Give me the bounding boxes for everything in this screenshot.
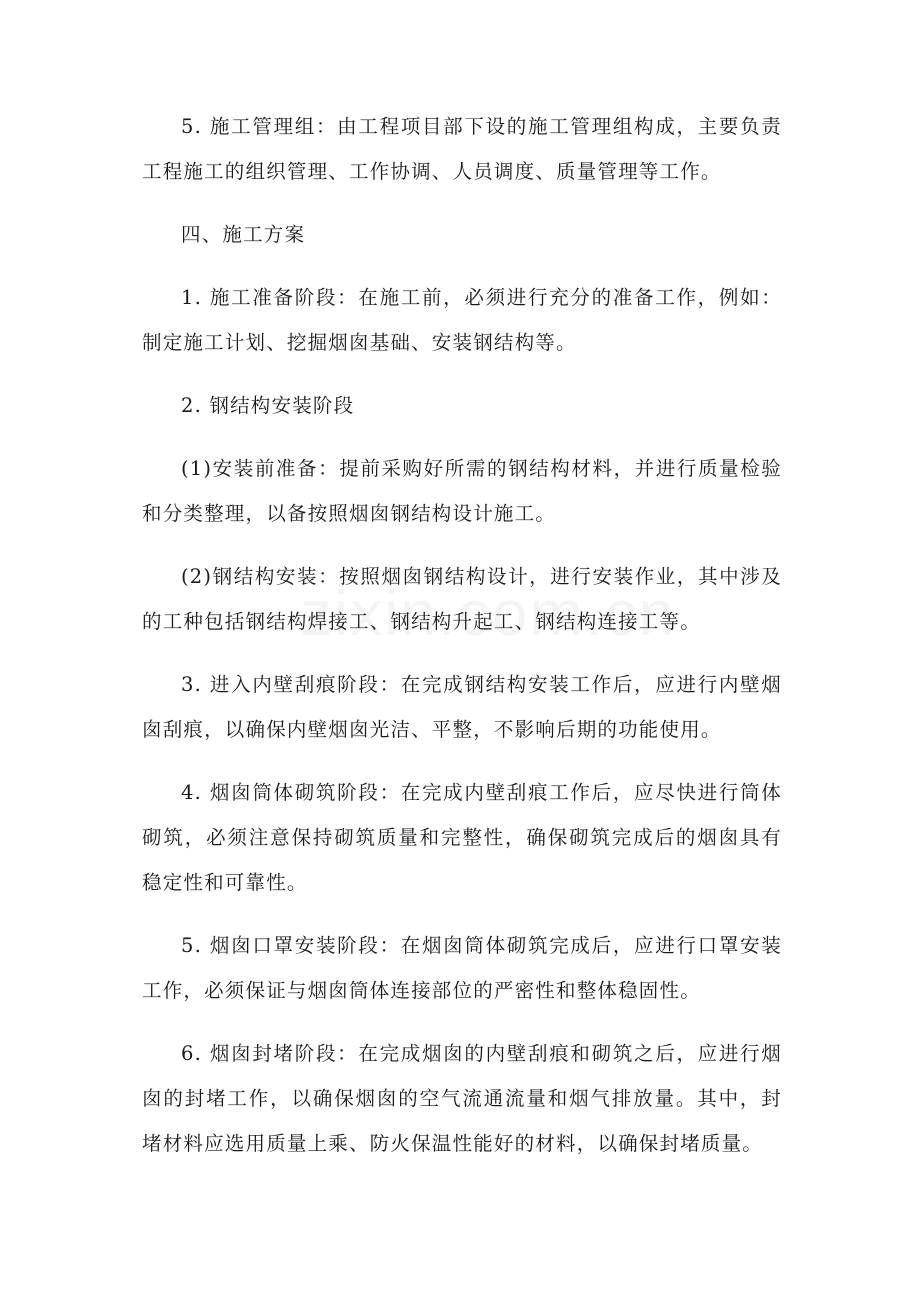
paragraph-pre-installation: (1)安装前准备：提前采购好所需的钢结构材料，并进行质量检验和分类整理，以备按照烟囱钢结构设计施工。 bbox=[142, 457, 782, 525]
paragraph-shaft-masonry: 4. 烟囱筒体砌筑阶段：在完成内壁刮痕工作后，应尽快进行筒体砌筑，必须注意保持砌筑质量和完整性，确保砌筑完成后的烟囱具有稳定性和可靠性。 bbox=[142, 781, 782, 894]
paragraph-sealing-stage: 6. 烟囱封堵阶段：在完成烟囱的内壁刮痕和砌筑之后，应进行烟囱的封堵工作，以确保烟囱的空气流通流量和烟气排放量。其中，封堵材料应选用质量上乘、防火保温性能好的材料，以确保封堵质量。 bbox=[142, 1042, 782, 1155]
paragraph-inner-wall-scraping: 3. 进入内壁刮痕阶段：在完成钢结构安装工作后，应进行内壁烟囱刮痕，以确保内壁烟囱光洁、平整，不影响后期的功能使用。 bbox=[142, 673, 782, 741]
paragraph-steel-installation-stage: 2. 钢结构安装阶段 bbox=[181, 394, 355, 417]
paragraph-preparation-stage: 1. 施工准备阶段：在施工前，必须进行充分的准备工作，例如：制定施工计划、挖掘烟囱基础、安装钢结构等。 bbox=[142, 286, 782, 354]
section-heading-construction-plan: 四、施工方案 bbox=[181, 223, 306, 246]
paragraph-steel-installation: (2)钢结构安装：按照烟囱钢结构设计，进行安装作业，其中涉及的工种包括钢结构焊接工、钢结构升起工、钢结构连接工等。 bbox=[142, 565, 782, 633]
paragraph-mouth-cover: 5. 烟囱口罩安装阶段：在烟囱筒体砌筑完成后，应进行口罩安装工作，必须保证与烟囱筒体连接部位的严密性和整体稳固性。 bbox=[142, 934, 782, 1002]
document-body bbox=[142, 104, 782, 1184]
paragraph-management-group: 5. 施工管理组：由工程项目部下设的施工管理组构成，主要负责工程施工的组织管理、工作协调、人员调度、质量管理等工作。 bbox=[142, 115, 782, 183]
